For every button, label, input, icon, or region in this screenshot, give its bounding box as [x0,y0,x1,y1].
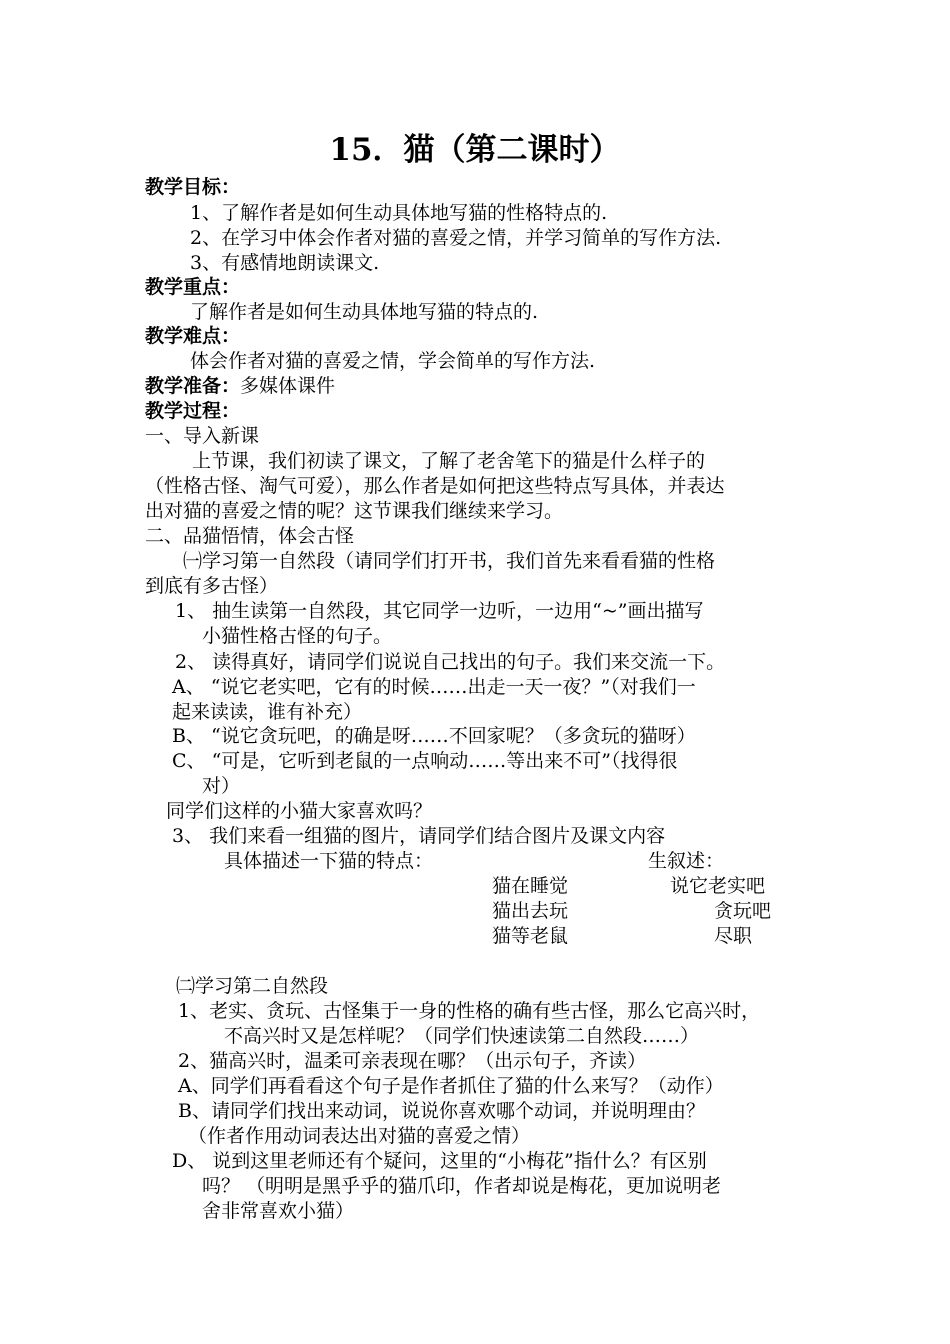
sec2-q1-line: 1、老实、贪玩、古怪集于一身的性格的确有些古怪，那么它高兴时， [178,1000,761,1022]
part1-line: （性格古怪、淘气可爱），那么作者是如何把这些特点写具体，并表达 [145,475,725,497]
sec1-line: 到底有多古怪） [145,575,279,597]
part1-line: 上节课，我们初读了课文，了解了老舍笔下的猫是什么样子的 [192,450,706,472]
sec2-d-line: 舍非常喜欢小猫） [202,1200,355,1222]
picture-item: 猫等老鼠 [492,925,569,947]
sec2-q2-line: 2、猫高兴时，温柔可亲表现在哪？（出示句子，齐读） [178,1050,647,1072]
goal-item: 2、在学习中体会作者对猫的喜爱之情，并学习简单的写作方法. [190,227,722,249]
preparation-heading: 教学准备： [145,375,241,397]
difficulty-text: 体会作者对猫的喜爱之情，学会简单的写作方法. [190,350,596,372]
sec2-b-line: B、请同学们找出来动词，说说你喜欢哪个动词，并说明理由？ [178,1100,705,1122]
answer-a-line: A、 “说它老实吧，它有的时候……出走一天一夜？”（对我们一 [172,676,696,698]
sec2-q1-line: 不高兴时又是怎样呢？（同学们快速读第二自然段……） [224,1025,700,1047]
difficulty-heading: 教学难点： [145,325,241,347]
sec2-heading: ㈡学习第二自然段 [176,975,329,997]
question-line: 同学们这样的小猫大家喜欢吗？ [166,800,433,822]
step1-line: 小猫性格古怪的句子。 [202,625,393,647]
answer-item: 尽职 [714,925,753,947]
picture-item: 猫在睡觉 [492,875,569,897]
picture-item: 猫出去玩 [492,900,569,922]
sec1-line: ㈠学习第一自然段（请同学们打开书，我们首先来看看猫的性格 [183,550,716,572]
answer-item: 贪玩吧 [714,900,772,922]
part1-heading: 一、导入新课 [145,425,260,447]
part2-heading: 二、品猫悟情，体会古怪 [145,525,355,547]
focus-heading: 教学重点： [145,276,241,298]
goals-heading: 教学目标： [145,176,241,198]
answer-a-line: 起来读读，谁有补充） [172,701,363,723]
preparation-text: 多媒体课件 [240,375,336,397]
goal-item: 1、了解作者是如何生动具体地写猫的性格特点的. [190,202,608,224]
step1-line: 1、 抽生读第一自然段，其它同学一边听，一边用“~”画出描写 [175,600,704,622]
step3-line: 具体描述一下猫的特点： [224,850,434,872]
answer-b-line: B、 “说它贪玩吧，的确是呀……不回家呢？（多贪玩的猫呀） [172,725,696,747]
step2-line: 2、 读得真好，请同学们说说自己找出的句子。我们来交流一下。 [175,651,726,673]
narrate-label: 生叙述： [648,850,725,872]
goal-item: 3、有感情地朗读课文. [190,252,380,274]
sec2-a-line: A、同学们再看看这个句子是作者抓住了猫的什么来写？（动作） [178,1075,724,1097]
part1-line: 出对猫的喜爱之情的呢？这节课我们继续来学习。 [145,500,564,522]
lesson-title: 15．猫（第二课时） [329,132,621,168]
focus-text: 了解作者是如何生动具体地写猫的特点的. [190,301,539,323]
step3-line: 3、 我们来看一组猫的图片，请同学们结合图片及课文内容 [172,825,666,847]
answer-c-line: 对） [202,775,241,797]
preparation-line [145,374,335,399]
answer-item: 说它老实吧 [670,875,766,897]
process-heading: 教学过程： [145,400,241,422]
answer-c-line: C、 “可是，它听到老鼠的一点响动……等出来不可”（找得很 [172,750,678,772]
sec2-d-line: D、 说到这里老师还有个疑问，这里的“小梅花”指什么？有区别 [172,1150,707,1172]
sec2-d-line: 吗？ （明明是黑乎乎的猫爪印，作者却说是梅花，更加说明老 [202,1175,722,1197]
sec2-b-line: （作者作用动词表达出对猫的喜爱之情） [188,1125,531,1147]
